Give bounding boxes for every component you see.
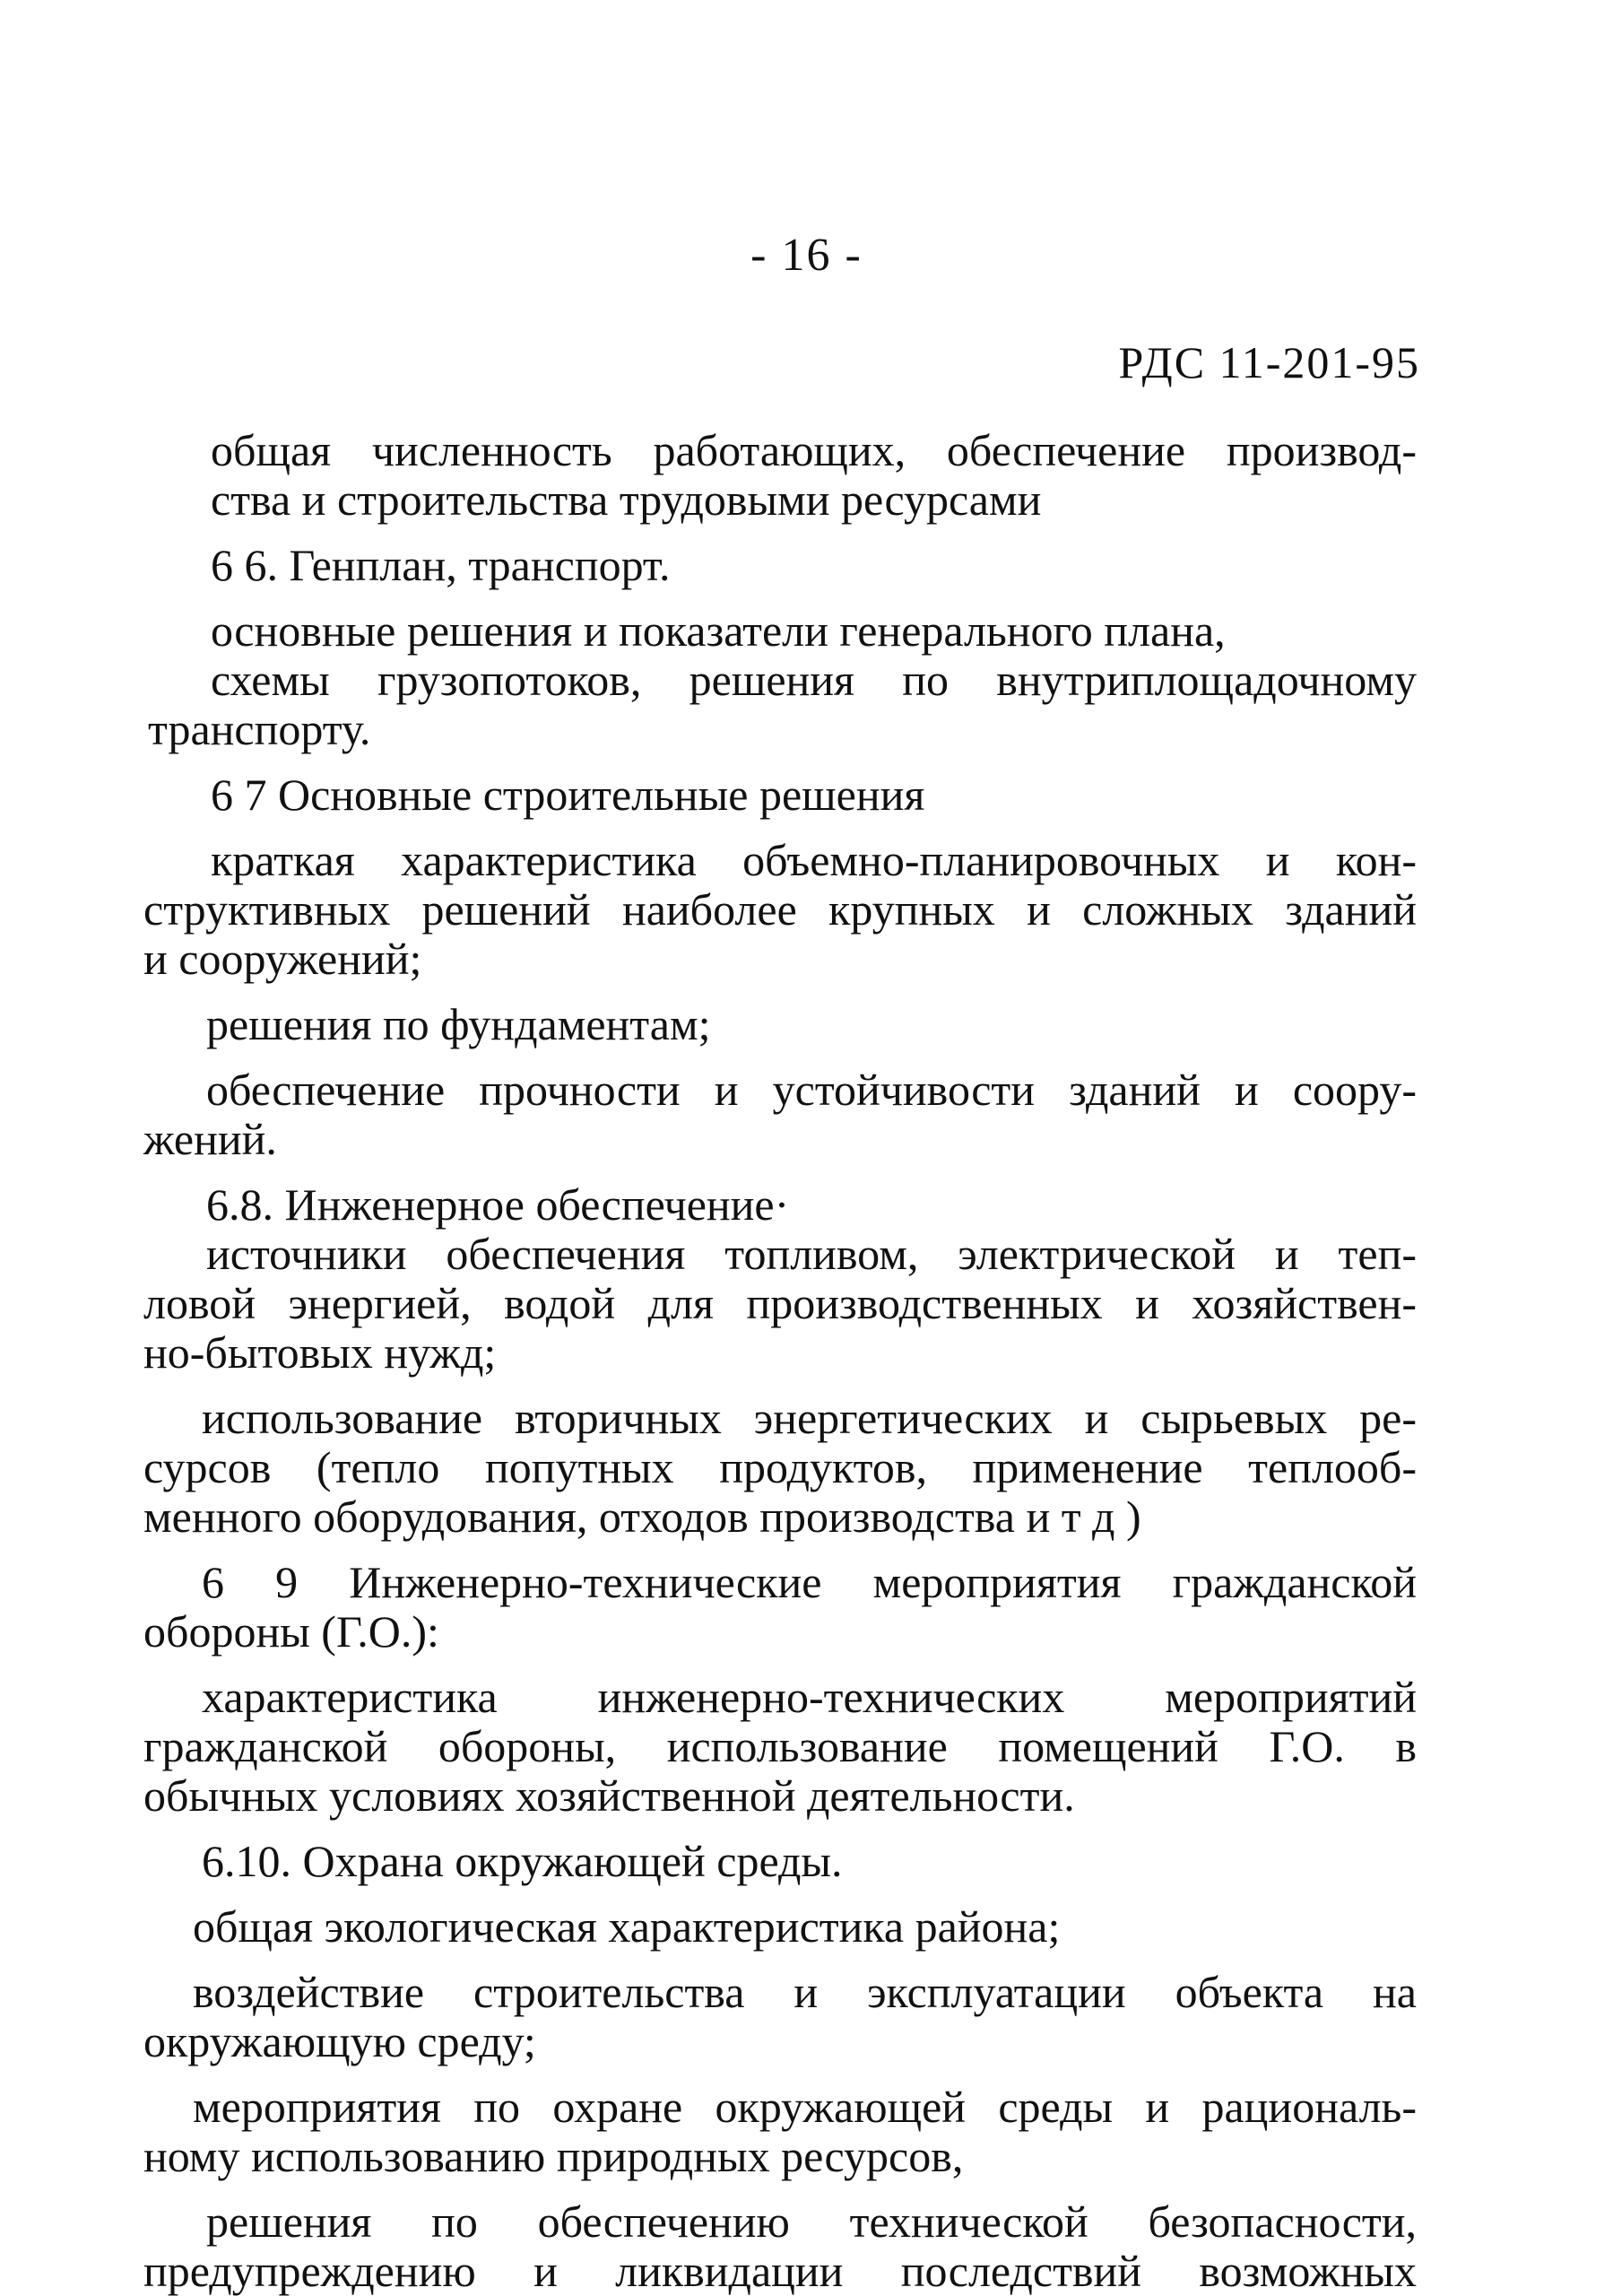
text-line: ства и строительства трудовыми ресурсами (211, 474, 1042, 525)
text-line: 6.8. Инженерное обеспечение· (206, 1179, 790, 1230)
text-line: решения по фундаментам; (206, 999, 711, 1049)
text-line: схемы грузопотоков, решения по внутриплощадочному (211, 656, 1417, 705)
text-line: гражданской обороны, использование помещений Г.О. в (143, 1722, 1417, 1771)
text-line: источники обеспечения топливом, электрической и теп- (206, 1230, 1417, 1279)
text-line: обороны (Г.О.): (143, 1606, 439, 1657)
text-line: 6 6. Генплан, транспорт. (211, 540, 671, 590)
text-line: характеристика инженерно-технических мероприятий (202, 1673, 1417, 1722)
body-text (143, 426, 1417, 2296)
document-code: РДС 11-201-95 (1118, 337, 1420, 387)
text-line: краткая характеристика объемно-планировочных и кон- (211, 836, 1417, 885)
text-line: структивных решений наиболее крупных и сложных зданий (143, 885, 1417, 935)
text-line: и сооружений; (143, 934, 422, 984)
page-number: - 16 - (750, 230, 863, 281)
text-line: 6.10. Охрана окружающей среды. (202, 1836, 843, 1886)
text-line: но-бытовых нужд; (143, 1327, 497, 1378)
text-line: общая экологическая характеристика района; (193, 1901, 1061, 1952)
text-line: общая численность работающих, обеспечение производ- (211, 426, 1417, 475)
text-line: 6 7 Основные строительные решения (211, 770, 925, 820)
text-line: решения по обеспечению технической безопасности, (206, 2197, 1417, 2247)
text-line: ловой энергией, водой для производственных и хозяйствен- (143, 1279, 1417, 1328)
text-line: обычных условиях хозяйственной деятельности. (143, 1770, 1075, 1821)
text-line: ному использованию природных ресурсов, (143, 2131, 964, 2181)
text-line: основные решения и показатели генерального плана, (211, 605, 1226, 656)
text-line: воздействие строительства и эксплуатации объекта на (193, 1968, 1417, 2017)
text-line: 6 9 Инженерно-технические мероприятия гражданской (202, 1558, 1417, 1607)
text-line: окружающую среду; (143, 2016, 536, 2066)
text-line: сурсов (тепло попутных продуктов, применение теплооб- (143, 1443, 1417, 1492)
text-line: использование вторичных энергетических и сырьевых ре- (202, 1394, 1417, 1443)
text-line: предупреждению и ликвидации последствий возможных (143, 2247, 1417, 2296)
text-line: транспорту. (148, 704, 371, 754)
text-line: жений. (143, 1114, 277, 1164)
text-line: обеспечение прочности и устойчивости зданий и соору- (206, 1065, 1417, 1115)
text-line: мероприятия по охране окружающей среды и рациональ- (193, 2083, 1417, 2132)
text-line: менного оборудования, отходов производства и т д ) (143, 1492, 1141, 1542)
